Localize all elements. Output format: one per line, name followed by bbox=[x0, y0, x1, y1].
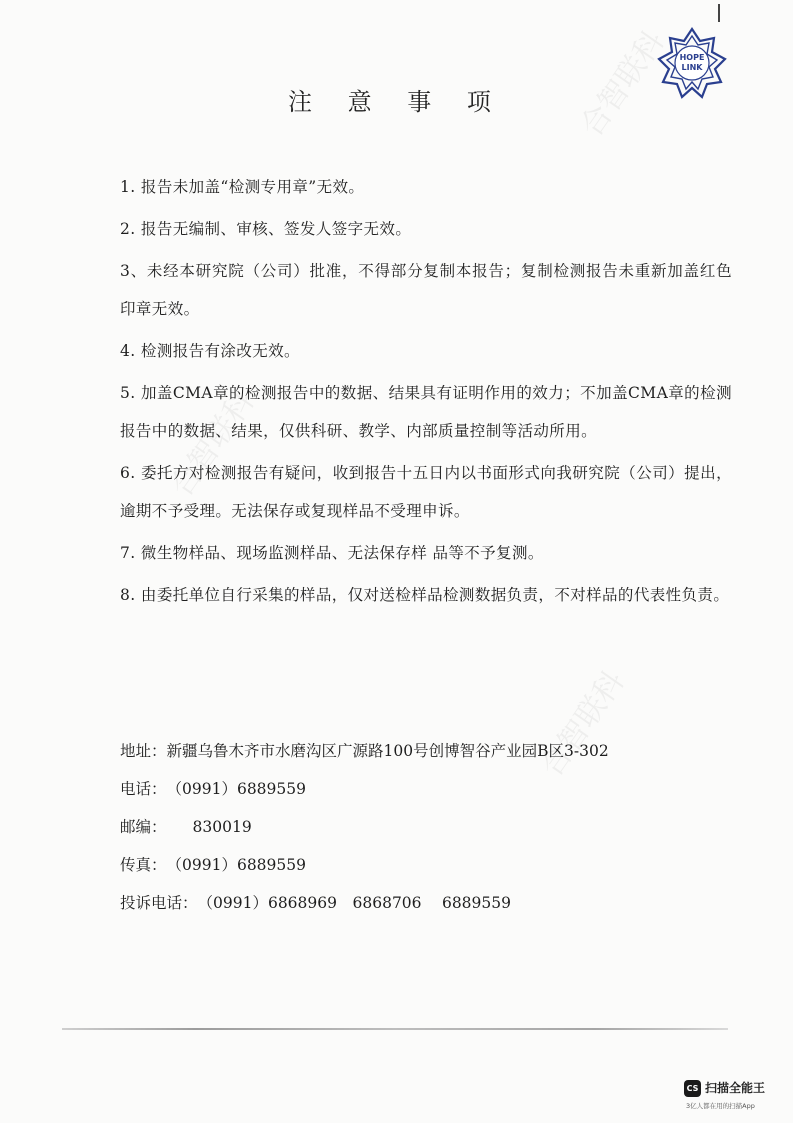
camscanner-icon: CS bbox=[684, 1080, 701, 1097]
complaint-value: （0991）6868969 6868706 6889559 bbox=[197, 894, 511, 912]
contact-info bbox=[120, 732, 740, 922]
notice-item: 6. 委托方对检测报告有疑问，收到报告十五日内以书面形式向我研究院（公司）提出，逾期不予受理。无法保存或复现样品不受理申诉。 bbox=[120, 464, 732, 520]
fax-label: 传真： bbox=[120, 856, 167, 874]
zip-value: 830019 bbox=[192, 818, 252, 836]
phone-row bbox=[120, 770, 740, 808]
zip-row bbox=[120, 808, 740, 846]
notice-list bbox=[120, 168, 732, 618]
address-label: 地址： bbox=[120, 742, 167, 760]
scanner-tagline: 3亿人都在用的扫描App bbox=[686, 1102, 755, 1110]
notice-item: 1. 报告未加盖“检测专用章”无效。 bbox=[120, 178, 365, 196]
scanner-watermark bbox=[684, 1080, 788, 1116]
complaint-label: 投诉电话： bbox=[120, 894, 198, 912]
watermark: 合智联科 bbox=[534, 664, 632, 784]
logo-text-line1: HOPE bbox=[679, 53, 705, 62]
notice-item: 8. 由委托单位自行采集的样品，仅对送检样品检测数据负责，不对样品的代表性负责。 bbox=[120, 586, 730, 604]
edge-mark bbox=[718, 4, 720, 22]
watermark: 合智联科 bbox=[574, 24, 672, 144]
logo-text-line2: LINK bbox=[681, 63, 703, 72]
fax-row bbox=[120, 846, 740, 884]
watermark: 合智联科 bbox=[164, 384, 262, 504]
bottom-divider bbox=[62, 1028, 728, 1030]
page-title: 注 意 事 项 bbox=[288, 88, 505, 116]
address-row bbox=[120, 732, 740, 770]
fax-value: （0991）6889559 bbox=[166, 856, 306, 874]
zip-label: 邮编： bbox=[120, 818, 167, 836]
notice-item: 3、未经本研究院（公司）批准，不得部分复制本报告；复制检测报告未重新加盖红色印章无效。 bbox=[120, 262, 732, 318]
notice-item: 2. 报告无编制、审核、签发人签字无效。 bbox=[120, 220, 412, 238]
address-value: 新疆乌鲁木齐市水磨沟区广源路100号创博智谷产业园B区3-302 bbox=[166, 742, 609, 760]
phone-value: （0991）6889559 bbox=[166, 780, 306, 798]
notice-item: 4. 检测报告有涂改无效。 bbox=[120, 342, 300, 360]
notice-item: 5. 加盖CMA章的检测报告中的数据、结果具有证明作用的效力；不加盖CMA章的检测报告中的数据、结果，仅供科研、教学、内部质量控制等活动所用。 bbox=[120, 384, 732, 440]
phone-label: 电话： bbox=[120, 780, 167, 798]
scanner-name: 扫描全能王 bbox=[705, 1081, 766, 1095]
complaint-row bbox=[120, 884, 740, 922]
notice-item: 7. 微生物样品、现场监测样品、无法保存样 品等不予复测。 bbox=[120, 544, 544, 562]
